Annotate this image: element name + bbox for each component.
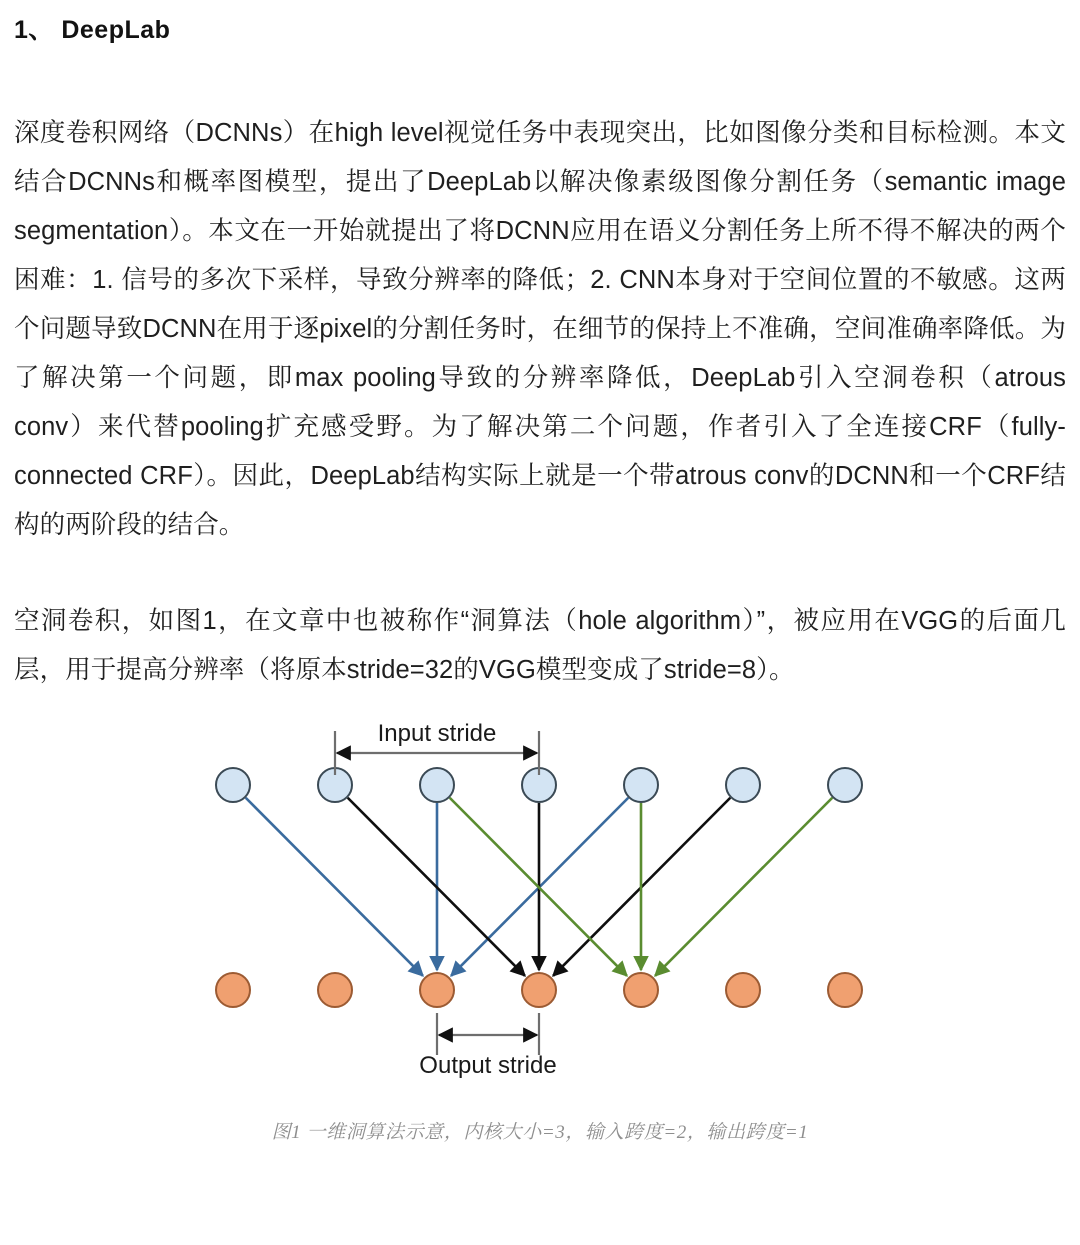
output-node: [216, 973, 250, 1007]
diagram-output-nodes: [216, 973, 862, 1007]
output-node: [726, 973, 760, 1007]
diagram-edge: [655, 797, 832, 975]
output-stride-label: Output stride: [419, 1051, 557, 1079]
diagram-edges: [246, 797, 833, 975]
output-node: [318, 973, 352, 1007]
output-node: [828, 973, 862, 1007]
output-node: [624, 973, 658, 1007]
input-node: [624, 768, 658, 802]
input-node: [216, 768, 250, 802]
input-node: [828, 768, 862, 802]
output-node: [420, 973, 454, 1007]
document-page: [0, 14, 1080, 1245]
input-node: [420, 768, 454, 802]
figure-caption: 图1 一维洞算法示意，内核大小=3，输入跨度=2，输出跨度=1: [271, 1121, 809, 1143]
figure-hole-algorithm: [0, 713, 1080, 1143]
diagram-edge: [246, 797, 423, 975]
output-node: [522, 973, 556, 1007]
paragraph-1: 深度卷积网络（DCNNs）在high level视觉任务中表现突出，比如图像分类和目标检测。本文结合DCNNs和概率图模型，提出了DeepLab以解决像素级图像分割任务（semantic image segmentation）。本文在一开始就提出了将DCNN应用在语义分割任务上所不得不解决的两个困难：1. 信号的多次下采样，导致分辨率的降低；2. CNN本身对于空间位置的不敏感。这两个问题导致DCNN在用于逐pixel的分割任务时，在细节的保持上不准确，空间准确率降低。为了解决第一个问题，即max pooling导致的分辨率降低，DeepLab引入空洞卷积（atrous conv）来代替pooling扩充感受野。为了解决第二个问题，作者引入了全连接CRF（fully-connected CRF）。因此，DeepLab结构实际上就是一个带atrous conv的DCNN和一个CRF结构的两阶段的结合。: [14, 118, 1066, 539]
input-node: [726, 768, 760, 802]
input-stride-label: Input stride: [377, 719, 497, 747]
hole-algorithm-diagram: [0, 713, 1080, 1113]
page-title: 1、 DeepLab: [14, 16, 171, 44]
paragraph-2: 空洞卷积，如图1，在文章中也被称作“洞算法（hole algorithm）”，被应用在VGG的后面几层，用于提高分辨率（将原本stride=32的VGG模型变成了stride=8）。: [14, 606, 1066, 684]
